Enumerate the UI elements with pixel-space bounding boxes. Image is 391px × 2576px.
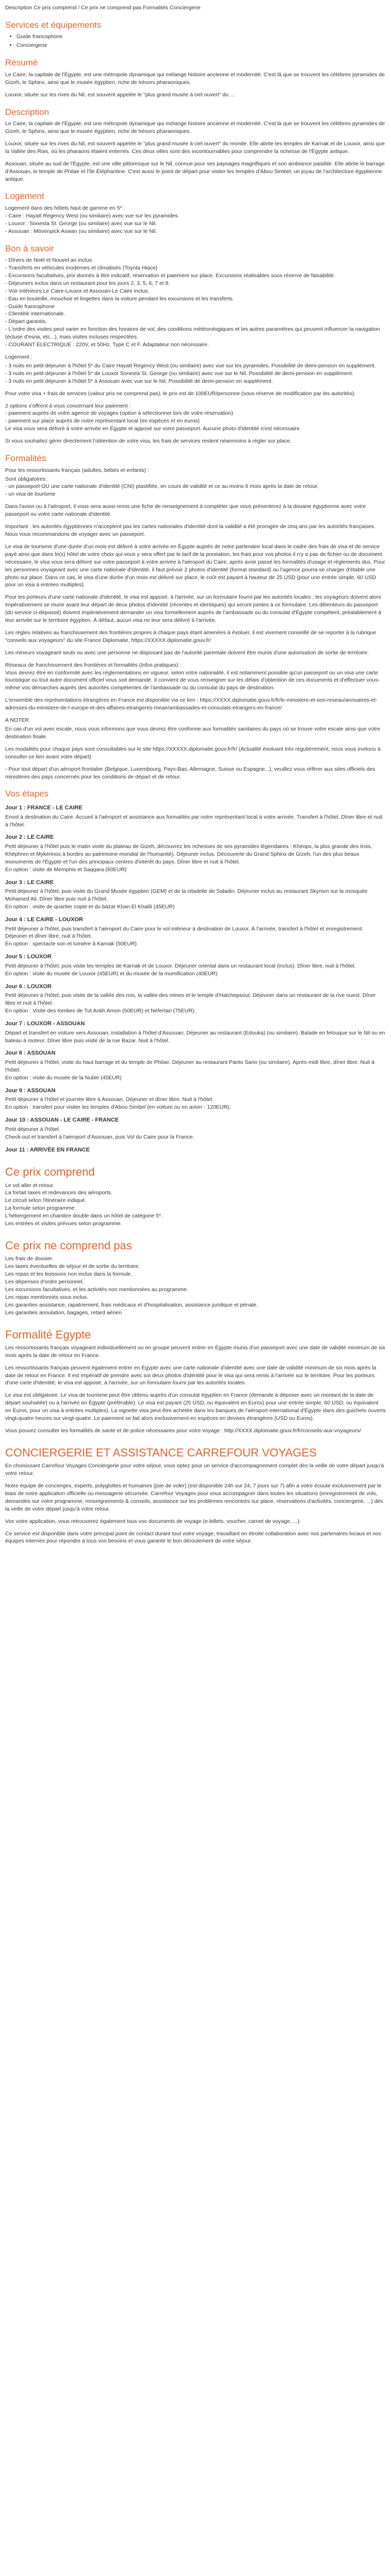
bonasavoir-line: - Excursions facultatives, prix donnés à titre indicatif, réservation et paiement sur place. Excursions réalisables sous réserve de faisabilité. <box>5 272 335 279</box>
comprend-lines <box>5 1182 386 1228</box>
bonasavoir-prix: Pour votre visa + frais de services (valeur prix ne comprend pas), le prix est de 100EUR/personne (sous réserve de modification par les autorités). <box>5 390 356 397</box>
day-text: Petit déjeuner à l'hôtel, puis visite du Grand Musée égyptien (GEM) et de la citadelle de Saladin. Déjeuner inclus au restaurant Skyrism sur la mosquée Mohamed Ali. Dîner libre puis nuit à l'hôtel. En option : visite de quartier copte et du bazar Khan El Khalili (45EUR) <box>5 888 368 910</box>
formalites-paragraph: Pour les porteurs d'une carte nationale d'identité, le visa est apposé, à l'arrivée, sur un formulaire fourni par les autorités locales ; les voyageurs doivent alors impérativement se munir avant leur départ de deux photos d'identité (récentes et identiques) qui seront jointes à ce formulaire. Les détenteurs du passeport (du service ci-dépassé) doivent impérativement demander un visa formellement auprès de l'ambassade ou du consulat d'Égypte compétent, préalablement à leur arrivée sur le territoire égyptien. À défaut, aucun visa ne leur sera délivré à l'arrivée. <box>5 594 381 624</box>
bonasavoir-line: - Clientèle internationale. <box>5 311 66 317</box>
day-title: Jour 11 : ARRIVÉE EN FRANCE <box>5 1146 90 1153</box>
bonasavoir-line: - Guide francophone <box>5 303 55 310</box>
logement-line: Logement dans des hôtels haut de gamme en 5* : <box>5 205 125 211</box>
bonasavoir-line: - Déjeuners inclus dans un restaurant pour les jours 2, 3, 5, 6, 7 et 8. <box>5 280 170 286</box>
necomprend-line: Les frais de dossier. <box>5 1256 54 1262</box>
bonasavoir-logement-label: Logement : <box>5 354 32 361</box>
day-title: Jour 6 : LOUXOR <box>5 983 52 990</box>
bonasavoir-seul-note: Si vous souhaitez gérer directement l'obtention de votre visa, les frais de services restent néanmoins à régler sur place. <box>5 438 291 445</box>
bonasavoir-logement-line: - 3 nuits en petit déjeuner à l'hôtel 5* de Louxor Sonesta St. George (ou similaire) avec vue sur le Nil. Possibilité de demi-pension en supplément. <box>5 370 353 377</box>
formalites-line: - un passeport OU une carte nationale d'identité (CNI) plastifiée, en cours de validité et ce au moins 6 mois après la date de retour, <box>5 483 319 490</box>
services-item: • Conciergerie <box>17 42 386 49</box>
bonasavoir-logement-line: - 3 nuits en petit déjeuner à l'hôtel 5* du Caire Hayatt Regency West (ou similaire) avec vue sur les pyramides. Possibilité de demi-pension en supplément. <box>5 362 376 369</box>
day-title: Jour 4 : LE CAIRE - LOUXOR <box>5 916 83 923</box>
bonasavoir-prix-line: - paiement sur place auprès de notre représentant local (en espèces et en euros) <box>5 418 200 425</box>
bonasavoir-prix-lines <box>5 402 386 426</box>
formalite-egypte-paragraph: Les ressortissants français peuvent également entrer en Égypte avec une carte nationale d'identité avec une date de validité minimum de six mois après la date de retour en France. Il est impératif de prendre avec soi deux photos d'identité pour le visa qui sera remis à l'arrivée sur le territoire. Pour les porteurs d'une carte d'identité, le visa est apposé, à l'arrivée, sur un formulaire fourni par les autorités locales. <box>5 1364 377 1386</box>
day-text: Petit déjeuner à l'hôtel, puis visite de la vallée des rois, la vallée des reines et le temple d'Hatchepsout. Déjeuner dans un restaurant de la rive ouest. Dîner libre et nuit à l'hôtel. En option : Visite des tombes de Tut Ankh Amon (50EUR) et Néfertari (75EUR). <box>5 992 376 1014</box>
bonasavoir-line: - L'ordre des visites peut varier en fonction des horaires de vol, des conditions météorologiques et les autres paramètres qui peuvent influencer la navigation (écluse d'esna, etc...), mais visites incluses respectées. <box>5 326 380 341</box>
necomprend-line: Les garanties assistance, rapatriement, frais médicaux et d'hospitalisation, assistance juridique et pénale. <box>5 1301 258 1308</box>
conciergerie-title: CONCIERGERIE ET ASSISTANCE CARREFOUR VOYAGES <box>5 1446 317 1459</box>
necomprend-line: Les taxes éventuelles de séjour et de sortie du territoire. <box>5 1263 140 1270</box>
formalites-line: - un visa de tourisme <box>5 491 56 498</box>
description-title: Description <box>5 107 50 117</box>
formalites-paragraph: Vous devrez être en conformité avec les réglementations en vigueur, selon votre nationalité, il est notamment possible qu'un passeport ou un visa une carte touristique ou tout autre document officiel vous soit demandé. Il convient de vous renseigner sur les délais d'obtention de ces documents et d'effectuer vous-même vos démarches auprès des autorités compétentes de l'ambassade ou du consulat du pays de destination. <box>5 669 380 691</box>
formalites-title: Formalités <box>5 453 46 464</box>
bonasavoir-logement-line: - 3 nuits en petit déjeuner à l'hôtel 5* à Assouan avec vue sur le Nil. Possibilité de demi-pension en supplément. <box>5 378 273 384</box>
day-title: Jour 1 : FRANCE - LE CAIRE <box>5 804 83 811</box>
day-text: Petit déjeuner à l'hôtel, puis visite les temples de Karnak et de Louxor. Déjeuner oriental dans un restaurant local (inclus). Dîner libre, nuit à l'hôtel. En option : visite du musée de Louxor (45EUR) et du musée de la momification (40EUR) <box>5 962 356 977</box>
necomprend-line: Les excursions facultatives, et les activités non mentionnées au programme. <box>5 1286 188 1293</box>
necomprend-line: Les garanties annulation, bagages, retard aérien <box>5 1309 122 1316</box>
day-text: Petit déjeuner à l'hôtel. Check-out et transfert à l'aéroport d'Assouan, puis Vol du Caire pour la France. <box>5 1126 194 1140</box>
day-item <box>5 1049 386 1081</box>
necomprend-line: Les dépenses d'ordre personnel. <box>5 1279 84 1285</box>
necomprend-title: Ce prix ne comprend pas <box>5 1239 132 1252</box>
bonasavoir-lines <box>5 257 386 349</box>
comprend-line: Les entrées et visites prévues selon programme. <box>5 1221 122 1227</box>
comprend-line: La fortait taxes et redevances des aéroports. <box>5 1190 112 1196</box>
conciergerie-paragraph: Ce service est disponible dans votre principal point de contact durant tout votre voyage, travaillant en étroite collaboration avec nos partenaires locaux et nos équipes internes pour répondre à tous vos besoins et vous garantir le bon déroulement de votre séjour. <box>5 1530 382 1545</box>
services-list <box>5 33 386 49</box>
bonasavoir-line: - Dîners de Noël et Nouvel an inclus. <box>5 257 93 264</box>
intro-text: Description Ce prix comprend / Ce prix ne comprend pas Formalités Conciergerie <box>5 5 201 11</box>
day-text: Petit déjeuner à l'hôtel, visite du haut barrage et du temple de Philae. Déjeuner au restaurant Panto Sano (ou similaire). Après-midi libre, dîner libre. Nuit à l'hôtel. En option : visite du musée de la Nubie (45EUR) <box>5 1059 374 1081</box>
formalites-line: Sont obligatoires : <box>5 476 49 482</box>
bonasavoir-line: - Eau en bouteille, mouchoir et lingettes dans la voiture pendant les excursions et les transferts. <box>5 295 234 302</box>
note-paragraph: - Pour tout départ d'un aéroport frontalier (Belgique, Luxembourg, Pays-Bas, Allemagne, Suisse ou Espagne...), veuillez vous référer aux sites officiels des ministères des pays concernés pour les conditions de départ et de retour. <box>5 766 376 780</box>
resume-paragraph: Louxor, située sur les rives du Nil, est souvent appelée le "plus grand musée à ciel ouvert" du ... <box>5 91 235 98</box>
day-item <box>5 983 386 1015</box>
note-paragraph: En cas d'un vol avec escale, nous vous informons que vous devrez être conforme aux formalités sanitaires du pays où se trouve votre escale ainsi que votre destination finale. <box>5 726 380 740</box>
day-title: Jour 9 : ASSOUAN <box>5 1087 56 1094</box>
day-title: Jour 10 : ASSOUAN - LE CAIRE - FRANCE <box>5 1117 119 1124</box>
bonasavoir-line: - Transferts en véhicules modernes et climatisés (Toyota Hiace) <box>5 265 158 272</box>
formalite-egypte-paragraph: Les ressortissants français voyageant individuellement ou en groupe peuvent entrer en Égypte munis d'un passeport avec une date de validité minimum de six mois après la date de retour en France. <box>5 1344 385 1359</box>
day-item <box>5 1020 386 1044</box>
comprend-line: Le circuit selon l'itinéraire indiqué. <box>5 1197 87 1204</box>
days-list <box>5 804 386 1154</box>
formalites-paragraph: Réseaux de franchissement des frontières et formalités (Infos pratiques) : <box>5 662 182 668</box>
day-item <box>5 916 386 948</box>
services-title: Services et équipements <box>5 20 102 30</box>
day-item <box>5 953 386 977</box>
day-item <box>5 834 386 873</box>
day-text: Envol à destination du Caire. Accueil à l'aéroport et assistance aux formalités par notre représentant local à votre arrivée. Transfert à l'hôtel. Dîner libre et nuit à l'hôtel. <box>5 814 383 828</box>
necomprend-line: Les repas mentionnés sous inclus. <box>5 1294 89 1300</box>
logement-line: - Assouan : Mövenpick Aswan (ou similaire) avec vue sur le Nil. <box>5 228 157 234</box>
day-title: Jour 8 : ASSOUAN <box>5 1050 56 1057</box>
day-text: Petit déjeuner à l'hôtel et journée libre à Assouan. Déjeuner et dîner libre. Nuit à l'hôtel. En option : transfert pour visiter les temples d'Abou Simbel (en voiture ou en avion - 120EUR). <box>5 1096 231 1111</box>
formalites-p1: Pour les ressortissants français (adultes, bébés et enfants) : <box>5 467 149 473</box>
note-title: A NOTER <box>5 717 29 724</box>
comprend-line: L'hébergement en chambre double dans un hôtel de catégorie 5*. <box>5 1213 162 1219</box>
day-item <box>5 1087 386 1111</box>
resume-paragraph: Le Caire, la capitale de l'Égypte, est une métropole dynamique qui mélange histoire ancienne et modernité. C'est là que se trouvent les célèbres pyramides de Gizeh, le Sphinx, ainsi que le musée égyptien, riche de trésors pharaoniques. <box>5 71 385 86</box>
comprend-line: La formule selon programme. <box>5 1205 76 1212</box>
logement-line: - Caire : Hayatt Regency West (ou similaire) avec vue sur les pyramides. <box>5 212 180 219</box>
bonasavoir-logement-lines <box>5 362 386 385</box>
bonasavoir-visa-note: Le visa vous sera délivré à votre arrivée en Égypte et apposé sur votre passeport. Aucune photo d'identité n'est nécessaire. <box>5 426 301 432</box>
formalites-paragraph: Dans l'avion ou à l'aéroport, il vous sera aussi remis une fiche de renseignement à compléter que vous présenterez à la douane égyptienne avec votre passeport ou votre carte nationale d'identité. <box>5 503 366 518</box>
services-item: • Guide francophone <box>17 33 386 41</box>
conciergerie-paragraph: Vos votre application, vous retrouverez également tous vos documents de voyage (e-billets, voucher, carnet de voyage, ...). <box>5 1518 301 1524</box>
description-paragraph: Assouan, située au sud de l'Égypte, est une ville pittoresque sur le Nil, connue pour ses paysages magnifiques et son ambiance paisible. Elle abrite le barrage d'Assouan, le temple de Philae et l'île Éléphantine. C'est aussi le point de départ pour visiter les temples d'Abou Simbel, un joyau de l'architecture égyptienne antique. <box>5 160 385 182</box>
necomprend-lines <box>5 1255 386 1316</box>
formalites-paragraph: Le visa de tourisme d'une durée d'un mois est délivré à votre arrivée en Égypte auprès de notre partenaire local dans le cadre des frais de visa et de service payé ainsi que dans le(s) hôtel de votre choix qui vous y sera offert par le tarif de la prestation, les frais pour vos photos il n'y a pas de fichier ou de document nécessaire, le visa vous sera délivré sur votre passeport à votre arrivée à l'aéroport du Caire, après avoir passé les formalités d'usage et règlements dus. Pour les personnes voyageant avec une carte nationale d'identité, il faut prévoir 2 photos d'identité (format standard) ou l'agence pourra se charger d'établir une photo sur place. Dans ce cas, le visa d'une durée d'un mois est délivré sur place, le coût est payant à hauteur de 25 USD (pour une entrée simple, 60 USD pour un visa à entrées multiples). <box>5 543 385 588</box>
formalites-paragraph: Les règles relatives au franchissement des frontières propres à chaque pays étant amenées à évoluer, il est vivement conseillé de se reporter à la rubrique "conseils aux voyageurs" du site France Diplomatie, https://XXXXX.diplomatie.gouv.fr/ <box>5 629 377 643</box>
day-item <box>5 1146 386 1155</box>
formalite-egypte-paragraph: Le visa est obligatoire. Le visa de tourisme peut être obtenu auprès d'un consulat égyptien en France (demande à déposer avec un montant de la date de départ souhaitée) ou à l'arrivée en Égypte (préférable). Le visa est payant (25 USD, ou équivalent en Euros) pour une entrée simple, 60 USD, ou équivalent en Euros, pour un visa à entrées multiples). La vignette visa peut être achetée dans les banques de l'aéroport international d'Égypte dans des guichets ouverts vingt-quatre heures sur vingt-quatre. Le paiement se fait alors exclusivement en espèces en devises étrangères (USD ou Euros). <box>5 1392 386 1422</box>
comprend-line: Le vol aller et retour. <box>5 1182 55 1189</box>
conciergerie-paragraph: Notre équipe de concierges, experts, polyglottes et humaines (joie de voler) (est disponible 24h sur 24, 7 jours sur 7) afin a votre écoute exclusivement par le biais de notre application officielle ou messagerie sécurisée. Carrefour Voyages pour vous accompagner dans toutes les situations (enregistrement de vols, demandes sur votre programme, renseignements & conseils, assistance sur les problèmes rencontrés sur place, réservations d'activités, conciergerie, ...) dès la veille de votre départ jusqu'à votre retour. <box>5 1483 383 1512</box>
day-item <box>5 879 386 911</box>
formalites-paragraph: Important : les autorités égyptiennes n'acceptent pas les cartes nationales d'identité dont la validité a été prorogée de cinq ans par les autorités françaises. Nous vous recommandons de voyager avec un passeport. <box>5 523 376 537</box>
day-title: Jour 5 : LOUXOR <box>5 954 52 960</box>
bonasavoir-line: - COURANT ÉLECTRIQUE : 220V, et 50Hz. Type C et F. Adaptateur non nécessaire. <box>5 342 209 348</box>
day-title: Jour 2 : LE CAIRE <box>5 834 54 841</box>
necomprend-line: Les repas et les boissons non inclus dans la formule. <box>5 1271 133 1278</box>
day-title: Jour 7 : LOUXOR - ASSOUAN <box>5 1021 85 1027</box>
logement-line: - Louxor : Sonesta St. George (ou similaire) avec vue sur le Nil. <box>5 220 157 227</box>
bonasavoir-title: Bon à savoir <box>5 243 54 253</box>
etapes-title: Vos étapes <box>5 789 49 799</box>
resume-title: Résumé <box>5 58 38 68</box>
note-paragraph: Les modalités pour chaque pays sont consultables sur le site https://XXXXX.diplomatie.gouv.fr/fr/ (Actualité évoluant très régulièrement, nous vous invitons à consulter ce lien avant votre départ) <box>5 745 381 760</box>
comprend-title: Ce prix comprend <box>5 1165 95 1179</box>
formalites-list <box>5 476 386 499</box>
day-item <box>5 1116 386 1141</box>
day-text: Petit déjeuner à l'hôtel, puis transfert à l'aéroport du Caire pour le vol intérieur à destination de Louxor. À l'arrivée, transfert à l'hôtel et enregistrement. Déjeuner et dîner libre, nuit à l'hôtel. En option : spectacle son et lumière à Karnak (50EUR) <box>5 925 364 947</box>
description-paragraph: Louxor, située sur les rives du Nil, est souvent appelée le "plus grand musée à ciel ouvert" du monde. Elle abrite les temples de Karnak et de Louxor, ainsi que la Vallée des Rois, où les pharaons étaient enterrés. Ces deux villes sont des incontournables pour comprendre la richesse de l'Égypte antique. <box>5 140 385 155</box>
day-item <box>5 804 386 828</box>
day-text: Petit déjeuner à l'hôtel puis le matin visite du plateau de Gizeh, découvrez les richesses de ses pyramides légendaires : Khéops, la plus grande des trois, Khéphren et Mykérinos à bordes au patrimoine mondial de l'humanité). Déjeuner inclus. Découverte du Grand Sphinx de Gizeh, l'un des plus beaux monuments de l'Égypte et l'un des principaux centres d'intérêt du pays. Dîner libre et nuit à l'hôtel. En option : visite de Memphis et Saqqara (60EUR) <box>5 843 372 873</box>
formalites-paragraph: Les mineurs voyageant seuls ou avec une personne ne disposant pas de l'autorité parentale doivent être munis d'une autorisation de sortie de territoire. <box>5 649 369 656</box>
formalite-egypte-paragraph: Vous pouvez consulter les formalités de santé et de police nécessaires pour votre voyage : http://XXXX.diplomatie.gouv.fr/fr/conseils-aux-voyageurs/ <box>5 1427 361 1434</box>
bonasavoir-prix-line: 2 options s'offrent à vous concernant leur paiement : <box>5 402 131 409</box>
conciergerie-paragraph: En choisissant Carrefour Voyages Conciergerie pour votre séjour, vous optez pour un service d'accompagnement complet dès la veille de votre départ jusqu'à votre retour. <box>5 1463 384 1477</box>
day-text: Départ et transfert en voiture vers Assouan, installation à l'hôtel d'Assouan. Déjeuner au restaurant (Edouka) (ou similaire). Balade en felouque sur le Nil ou en bateau à moteur. Dîner libre puis visite de la rue Bazar. Nuit à l'hôtel. <box>5 1029 385 1044</box>
bonasavoir-prix-line: - paiement auprès de votre agence de voyages (option à sélectionner lors de votre réservation) <box>5 410 233 417</box>
formalite-egypte-title: Formalité Egypte <box>5 1328 91 1341</box>
logement-lines <box>5 205 386 235</box>
formalites-paragraph: L'ensemble des représentations étrangères en France est disponible via ce lien : https://XXXX.diplomatie.gouv.fr/fr/le-ministere-et-son-reseau/annuaires-et-adresses-du-ministere-de-l-europe-et-des-affaires-etrangeres-meae/ambassades-et-consulats-etrangers-en-france/ <box>5 697 378 711</box>
logement-title: Logement <box>5 191 44 201</box>
day-title: Jour 3 : LE CAIRE <box>5 879 54 886</box>
bonasavoir-line: - Départ garantis. <box>5 318 47 325</box>
bonasavoir-line: - Voir intérieurs Le Caire-Louxor et Assouan-Le Caire inclus. <box>5 287 150 294</box>
description-paragraph: Le Caire, la capitale de l'Égypte, est une métropole dynamique qui mélange histoire ancienne et modernité. C'est là que se trouvent les célèbres pyramides de Gizeh, le Sphinx, ainsi que le musée égyptien, riche de trésors pharaoniques. <box>5 121 385 134</box>
